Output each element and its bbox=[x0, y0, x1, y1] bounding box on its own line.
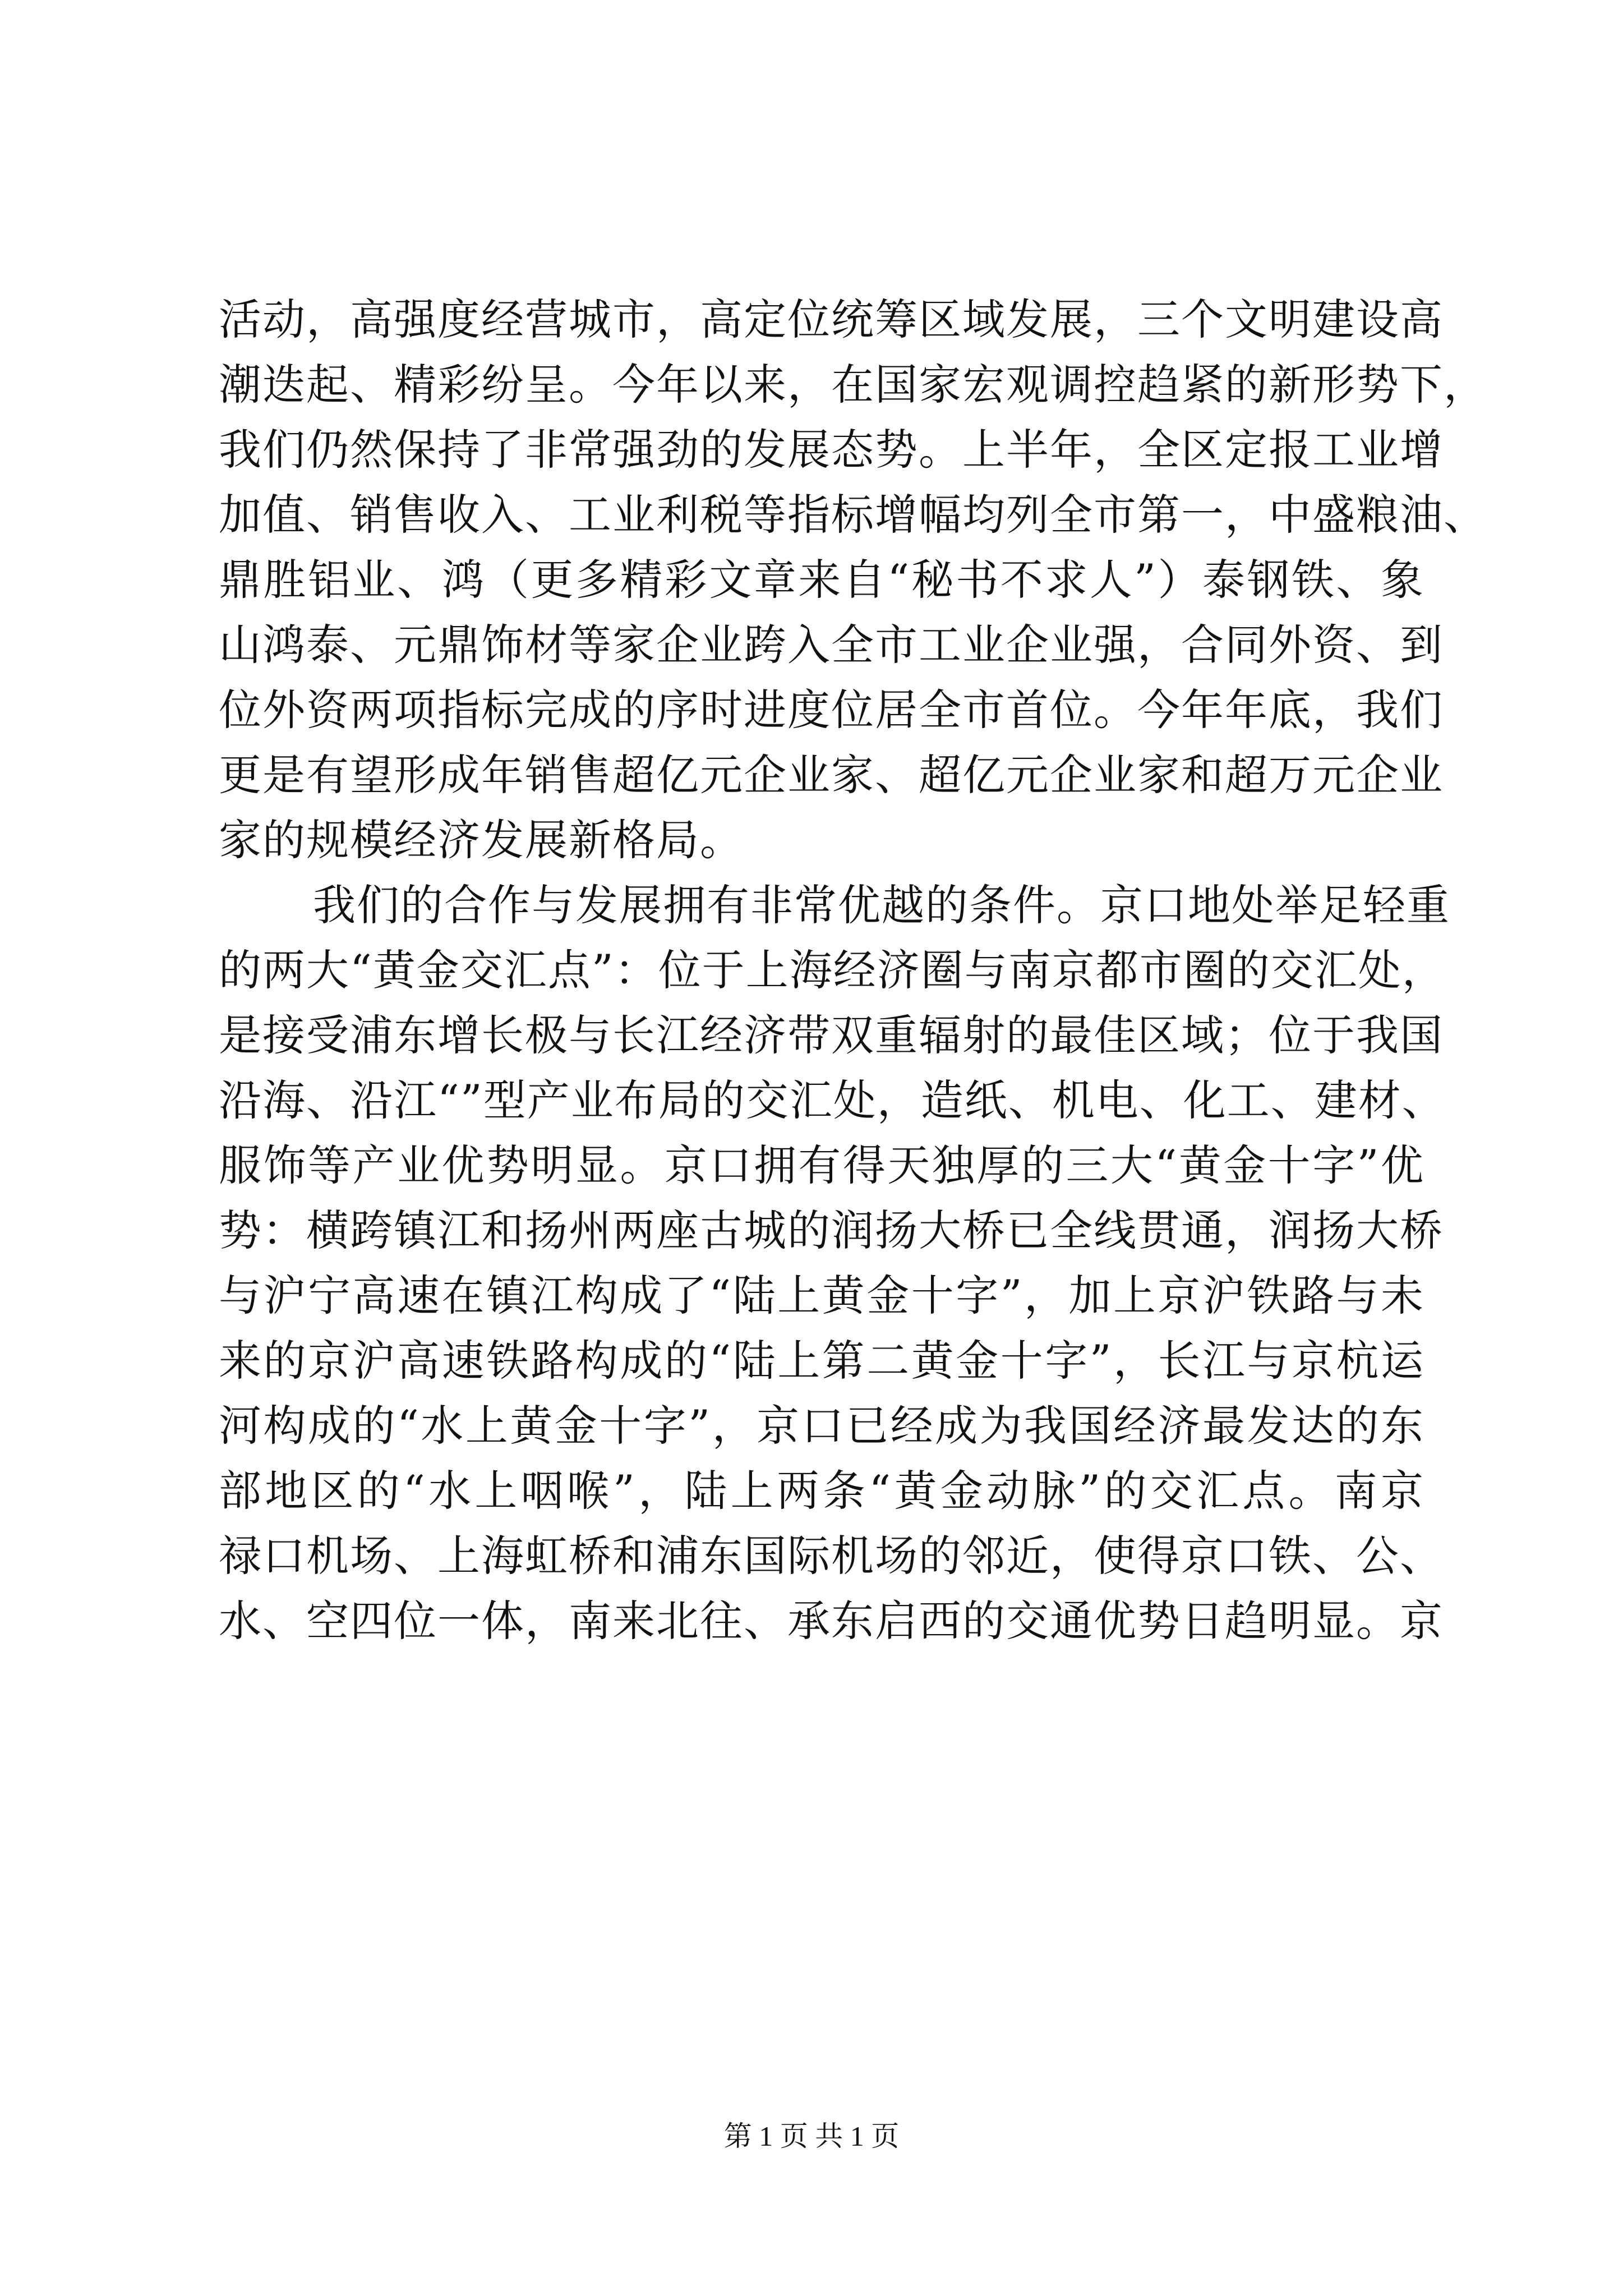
text-line: 鼎胜铝业、鸿（更多精彩文章来自“秘书不求人”）泰钢铁、象 bbox=[219, 555, 1424, 605]
text-line: 服饰等产业优势明显。京口拥有得天独厚的三大“黄金十字”优 bbox=[219, 1140, 1424, 1190]
text-line: 我们的合作与发展拥有非常优越的条件。京口地处举足轻重 bbox=[313, 880, 1450, 930]
text-line: 位外资两项指标完成的序时进度位居全市首位。今年年底，我们 bbox=[219, 685, 1444, 735]
text-line: 潮迭起、精彩纷呈。今年以来，在国家宏观调控趋紧的新形势下， bbox=[219, 360, 1487, 409]
text-line: 来的京沪高速铁路构成的“陆上第二黄金十字”，长江与京杭运 bbox=[219, 1336, 1424, 1386]
text-line: 势：横跨镇江和扬州两座古城的润扬大桥已全线贯通，润扬大桥 bbox=[219, 1205, 1444, 1255]
text-line: 我们仍然保持了非常强劲的发展态势。上半年，全区定报工业增 bbox=[219, 425, 1444, 475]
text-line: 水、空四位一体，南来北往、承东启西的交通优势日趋明显。京 bbox=[219, 1596, 1444, 1646]
text-line: 禄口机场、上海虹桥和浦东国际机场的邻近，使得京口铁、公、 bbox=[219, 1531, 1444, 1581]
text-line: 的两大“黄金交汇点”：位于上海经济圈与南京都市圈的交汇处， bbox=[219, 945, 1446, 995]
text-line: 与沪宁高速在镇江构成了“陆上黄金十字”，加上京沪铁路与未 bbox=[219, 1271, 1424, 1320]
body-text bbox=[219, 287, 1487, 1654]
text-line: 河构成的“水上黄金十字”，京口已经成为我国经济最发达的东 bbox=[219, 1401, 1424, 1451]
page-footer bbox=[0, 2119, 1623, 2153]
text-line: 加值、销售收入、工业利税等指标增幅均列全市第一，中盛粮油、 bbox=[219, 490, 1487, 540]
text-line: 活动，高强度经营城市，高定位统筹区域发展，三个文明建设高 bbox=[219, 295, 1444, 344]
text-line: 山鸿泰、元鼎饰材等家企业跨入全市工业企业强，合同外资、到 bbox=[219, 620, 1444, 670]
text-line: 部地区的“水上咽喉”，陆上两条“黄金动脉”的交汇点。南京 bbox=[219, 1466, 1424, 1516]
text-line: 沿海、沿江“”型产业布局的交汇处，造纸、机电、化工、建材、 bbox=[219, 1075, 1446, 1125]
text-line: 更是有望形成年销售超亿元企业家、超亿元企业家和超万元企业 bbox=[219, 750, 1444, 800]
text-line: 是接受浦东增长极与长江经济带双重辐射的最佳区域；位于我国 bbox=[219, 1010, 1444, 1060]
text-line: 家的规模经济发展新格局。 bbox=[219, 815, 744, 865]
page-number: 第 1 页 共 1 页 bbox=[723, 2120, 900, 2152]
